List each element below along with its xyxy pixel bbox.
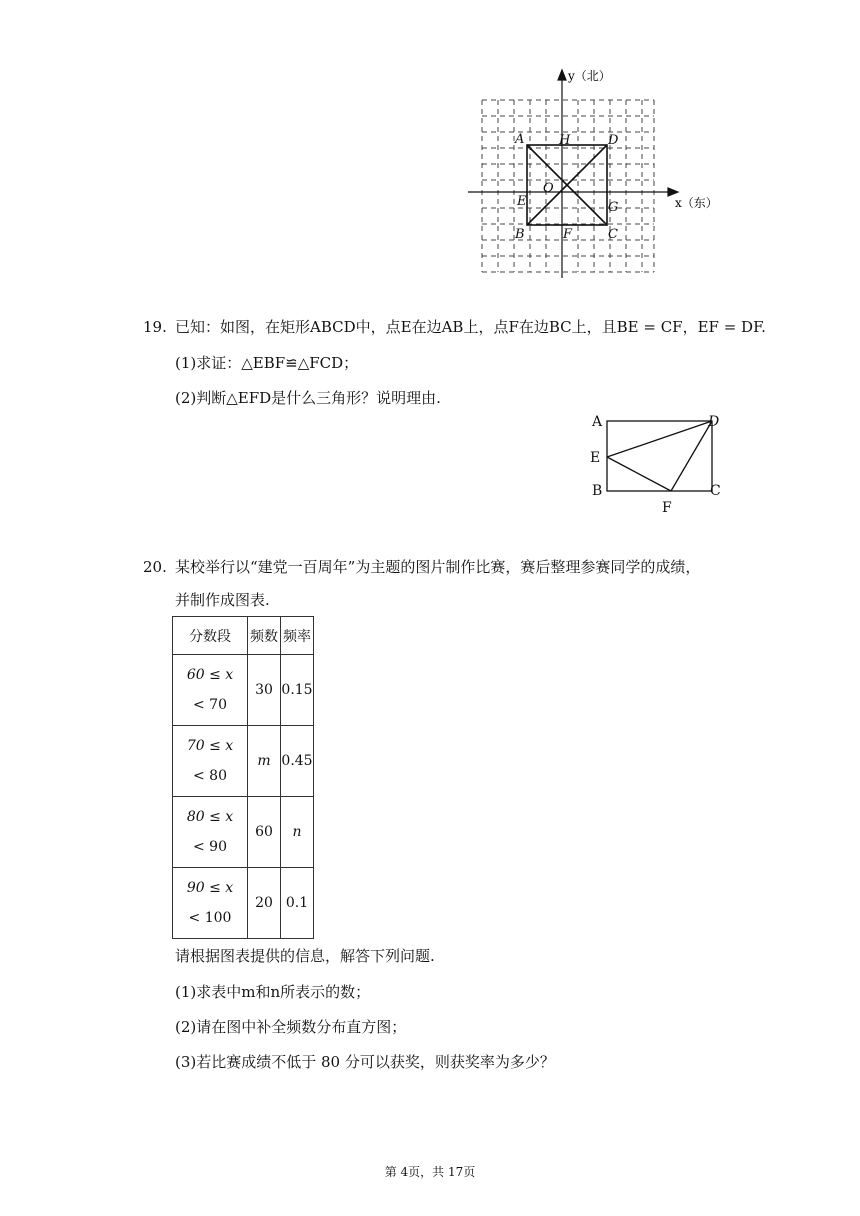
fig19-label-f: F — [662, 500, 672, 516]
range-line2: < 90 — [193, 839, 227, 855]
freq-cell: 0.1 — [281, 868, 314, 939]
range-line2: < 70 — [193, 697, 227, 713]
fig19-label-e: E — [590, 450, 601, 466]
q19-number: 19. — [143, 318, 167, 336]
count-cell: m — [248, 726, 281, 797]
q19-part2: (2)判断△EFD是什么三角形？说明理由. — [175, 389, 441, 407]
axes — [468, 70, 678, 278]
range-cell — [173, 726, 248, 797]
range-cell — [173, 655, 248, 726]
fig19-label-b: B — [592, 483, 603, 499]
x-axis-label: x（东） — [675, 196, 718, 210]
freq-cell: n — [281, 797, 314, 868]
q19-stem: 已知：如图，在矩形ABCD中，点E在边AB上，点F在边BC上，且BE = CF，EF = DF. — [175, 318, 766, 336]
q20-part3: (3)若比赛成绩不低于 80 分可以获奖，则获奖率为多少？ — [175, 1053, 555, 1071]
range-line2: < 100 — [188, 910, 232, 926]
range-line1: 80 ≤ x — [186, 809, 234, 825]
count-cell: 20 — [248, 868, 281, 939]
range-cell — [173, 797, 248, 868]
point-g-label: G — [608, 200, 619, 215]
q20-number: 20. — [143, 558, 167, 576]
q20-stem-line2: 并制作成图表. — [175, 591, 270, 609]
fig19-label-d: D — [708, 414, 720, 430]
q19-part1: (1)求证：△EBF≌△FCD； — [175, 354, 359, 372]
point-b-label: B — [515, 227, 525, 242]
q19-rectangle-figure — [580, 408, 730, 518]
fig19-label-c: C — [710, 483, 721, 499]
freq-cell: 0.45 — [281, 726, 314, 797]
point-d-label: D — [608, 133, 619, 148]
freq-cell: 0.15 — [281, 655, 314, 726]
header-score-range: 分数段 — [173, 617, 248, 655]
range-line1: 70 ≤ x — [186, 738, 234, 754]
table-row — [173, 868, 314, 939]
point-e-label: E — [517, 194, 527, 209]
table-header-row — [173, 617, 314, 655]
page-footer: 第 4页，共 17页 — [384, 1165, 476, 1179]
q20-part2: (2)请在图中补全频数分布直方图； — [175, 1018, 407, 1036]
point-h-label: H — [559, 133, 571, 148]
frequency-table — [172, 616, 314, 939]
coordinate-grid-figure — [460, 60, 730, 280]
point-o-label: O — [543, 181, 554, 196]
point-f-label: F — [563, 227, 573, 242]
q20-part1: (1)求表中m和n所表示的数； — [175, 983, 371, 1001]
y-axis-label: y（北） — [568, 69, 611, 83]
table-row — [173, 655, 314, 726]
header-count: 频数 — [248, 617, 281, 655]
q20-stem-line1: 某校举行以“建党一百周年”为主题的图片制作比赛，赛后整理参赛同学的成绩， — [175, 558, 701, 576]
point-c-label: C — [608, 227, 618, 242]
fig19-label-a: A — [592, 414, 603, 430]
range-line2: < 80 — [193, 768, 227, 784]
range-cell — [173, 868, 248, 939]
table-row — [173, 726, 314, 797]
count-cell: 60 — [248, 797, 281, 868]
rectangle-abcd — [527, 145, 607, 225]
q20-instruction: 请根据图表提供的信息，解答下列问题. — [175, 947, 435, 965]
point-a-label: A — [515, 132, 525, 147]
header-frequency: 频率 — [281, 617, 314, 655]
count-cell: 30 — [248, 655, 281, 726]
table-row — [173, 797, 314, 868]
range-line1: 60 ≤ x — [186, 667, 234, 683]
range-line1: 90 ≤ x — [186, 880, 234, 896]
